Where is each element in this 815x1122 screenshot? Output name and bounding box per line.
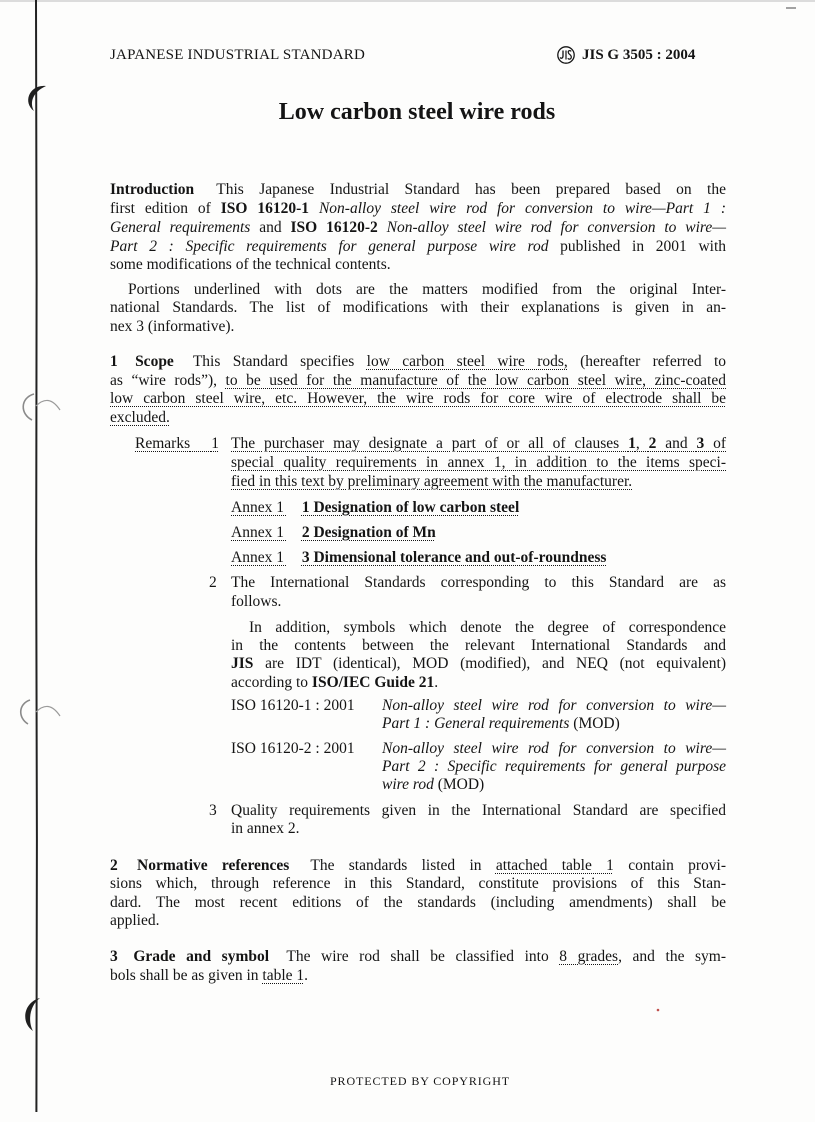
modified-text: low carbon steel wire rods, <box>366 353 568 370</box>
clause-number: 2 <box>648 435 657 452</box>
annex-label: Annex 1 <box>231 499 284 516</box>
modified-text: The purchaser may designate a part of or all of clauses <box>231 435 620 452</box>
text-run: dard. The most recent editions of the standards (including amendments) shall be <box>110 894 726 911</box>
text-run: nex 3 (informative). <box>110 318 235 335</box>
text-run: This Japanese Industrial Standard has been prepared based on the <box>216 181 726 198</box>
annex-item <box>231 548 606 567</box>
reference-title-text: Non-alloy steel wire rod for conversion to wire— <box>382 740 726 757</box>
text-run: This Standard specifies <box>192 353 355 370</box>
remark-number: 1 <box>211 435 219 452</box>
remark-number: 2 <box>209 574 217 591</box>
text-run: Portions underlined with dots are the matters modified from the original Inter- <box>128 281 726 298</box>
modified-text: fied in this text by preliminary agreement with the manufacturer. <box>231 473 633 490</box>
text-run: applied. <box>110 912 160 929</box>
intro-line <box>110 199 726 218</box>
remark-line <box>249 618 726 637</box>
remark-line <box>231 654 726 673</box>
text-run: Quality requirements given in the International Standard are specified <box>231 802 726 819</box>
binding-line <box>36 0 37 1112</box>
modified-text: to be used for the manufacture of the low carbon steel wire, zinc-coated <box>225 372 726 389</box>
modified-text: attached table 1 <box>495 857 614 874</box>
remark-line <box>231 573 726 592</box>
text-run: published in 2001 with <box>560 238 726 255</box>
clause-number: 1 <box>628 435 636 452</box>
scope-line <box>110 408 726 427</box>
modified-text: low carbon steel wire, etc. However, the wire rods for core wire of electrode shall be <box>110 390 726 407</box>
section-number: 1 <box>110 353 118 370</box>
jis-mark-icon <box>556 45 576 65</box>
correspondence-degree: (MOD) <box>437 776 485 793</box>
text-run: sions which, through reference in this Standard, constitute provisions of this Stan- <box>110 875 726 892</box>
annex-clause: 2 Designation of Mn <box>301 524 436 541</box>
remarks-label <box>135 434 219 453</box>
text-run: and <box>665 435 688 452</box>
normative-references-line <box>110 911 726 930</box>
standard-title: Part 2 : Specific requirements for general purpose wire rod <box>110 238 549 255</box>
intro-line <box>110 237 726 256</box>
scope-line <box>110 371 726 390</box>
modified-text: excluded. <box>110 409 170 426</box>
text-run: The International Standards corresponding to this Standard are as <box>231 574 726 591</box>
text-run: first edition of <box>110 200 211 217</box>
text-run: bols shall be as given in <box>110 967 259 984</box>
standard-reference: ISO 16120-1 <box>220 200 310 217</box>
text-run: some modifications of the technical contents. <box>110 256 391 273</box>
annex-label: Annex 1 <box>231 524 284 541</box>
reference-code: ISO 16120-1 : 2001 <box>231 697 355 714</box>
scope-line <box>110 389 726 408</box>
normative-references-line <box>110 874 726 893</box>
standard-title: Non-alloy steel wire rod for conversion to wire— <box>386 219 727 236</box>
binder-clip-mark <box>21 700 30 724</box>
annex-item <box>231 523 436 542</box>
text-run: . <box>434 674 439 691</box>
annex-label: Annex 1 <box>231 549 284 566</box>
modified-text: table 1 <box>262 967 305 984</box>
binder-clip-mark <box>25 998 40 1031</box>
page-title: Low carbon steel wire rods <box>278 99 556 125</box>
text-run: in annex 2. <box>231 820 300 837</box>
standard-code-group <box>556 45 695 65</box>
remark-line <box>231 673 726 692</box>
remark-line <box>231 801 726 820</box>
remark-line <box>231 434 726 453</box>
reference-title <box>382 714 726 733</box>
reference-title <box>382 739 726 758</box>
clause-number: 3 <box>696 435 705 452</box>
reference-title <box>382 696 726 715</box>
reference-title-text: Part 1 : General requirements <box>382 715 570 732</box>
annex-clause: 3 Dimensional tolerance and out-of-roundness <box>301 549 607 566</box>
text-run: In addition, symbols which denote the degree of correspondence <box>249 619 726 636</box>
section-heading-introduction: Introduction <box>110 181 195 198</box>
text-run: are IDT (identical), MOD (modified), and NEQ (not equivalent) <box>265 655 726 672</box>
remark-line <box>231 636 726 655</box>
standard-title: Non-alloy steel wire rod for conversion to wire—Part 1 : <box>318 200 726 217</box>
text-run: according to <box>231 674 309 691</box>
standard-number: JIS G 3505 : 2004 <box>582 47 696 63</box>
standard-reference: ISO 16120-2 <box>290 219 378 236</box>
text-run: contain provi- <box>628 857 726 874</box>
remark-line <box>231 472 726 491</box>
annex-clause: 1 Designation of low carbon steel <box>301 499 520 516</box>
section-number: 2 <box>110 857 118 874</box>
binder-clip-mark <box>36 706 60 716</box>
reference-title <box>382 757 726 776</box>
intro-line <box>110 218 726 237</box>
reference-title-text: Part 2 : Specific requirements for general purpose <box>382 758 726 775</box>
text-run: (hereafter referred to <box>580 353 727 370</box>
remark-line <box>231 453 726 472</box>
normative-references-line <box>110 893 726 912</box>
section-heading-normative-references: Normative references <box>137 857 290 874</box>
section-heading-grade-and-symbol: Grade and symbol <box>133 948 270 965</box>
intro-line <box>110 298 726 317</box>
text-run: as “wire rods”), <box>110 372 218 389</box>
copyright-notice: PROTECTED BY COPYRIGHT <box>329 1074 511 1088</box>
reference-code: ISO 16120-2 : 2001 <box>231 740 355 757</box>
modified-text: special quality requirements in annex 1, in addition to the items speci- <box>231 454 726 471</box>
guide-reference: ISO/IEC Guide 21 <box>311 674 435 691</box>
remarks-word: Remarks <box>135 435 191 452</box>
annex-item <box>231 498 519 517</box>
text-run: national Standards. The list of modifications with their explanations is given in an- <box>110 299 726 316</box>
standard-title: General requirements <box>110 219 251 236</box>
intro-line <box>110 255 726 274</box>
text-run: The wire rod shall be classified into <box>286 948 549 965</box>
text-run: The standards listed in <box>310 857 482 874</box>
grade-symbol-line <box>110 947 726 966</box>
reference-title-text: Non-alloy steel wire rod for conversion to wire— <box>382 697 726 714</box>
jis-term: JIS <box>231 655 254 672</box>
reference-title-text: wire rod <box>382 776 434 793</box>
text-run: and <box>259 219 282 236</box>
grade-symbol-line <box>110 966 726 985</box>
scope-line <box>110 352 726 371</box>
binder-clip-mark <box>23 394 34 420</box>
text-run: , <box>635 435 640 452</box>
normative-references-line <box>110 856 726 875</box>
intro-line <box>110 180 726 199</box>
reference-title <box>382 775 726 794</box>
section-heading-scope: Scope <box>135 353 174 370</box>
text-run: . <box>304 967 309 984</box>
remark-number: 3 <box>209 802 217 819</box>
text-run: follows. <box>231 593 282 610</box>
correspondence-degree: (MOD) <box>573 715 620 732</box>
scan-speck <box>657 1009 660 1012</box>
modified-text: 8 grades <box>559 948 619 965</box>
intro-line <box>110 317 726 336</box>
remark-line <box>231 592 726 611</box>
text-run: in the contents between the relevant International Standards and <box>231 637 726 654</box>
standard-label: JAPANESE INDUSTRIAL STANDARD <box>110 47 365 63</box>
intro-line <box>128 280 726 299</box>
binder-clip-mark <box>36 400 60 410</box>
text-run: of <box>713 435 727 452</box>
section-number: 3 <box>110 948 118 965</box>
remark-line <box>231 819 726 838</box>
text-run: , and the sym- <box>618 948 727 965</box>
